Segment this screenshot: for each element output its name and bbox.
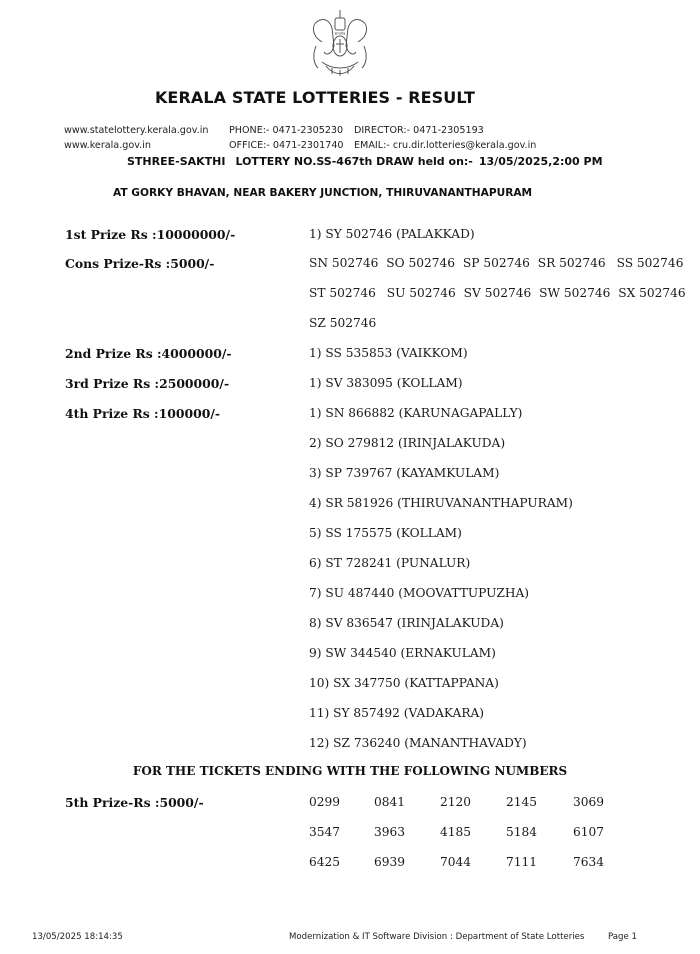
website-link-statelottery[interactable]: www.statelottery.kerala.gov.in: [64, 125, 209, 136]
cons-ticket: SN 502746: [309, 256, 379, 270]
fourth-prize-winner: 1) SN 866882 (KARUNAGAPALLY): [309, 406, 523, 420]
cons-prize-row: [309, 256, 687, 270]
cons-ticket: SR 502746: [537, 256, 606, 270]
cons-ticket: ST 502746: [309, 286, 376, 300]
svg-text:सत्यमेव: सत्यमेव: [334, 31, 346, 36]
fifth-prize-number: 2145: [506, 795, 538, 809]
fifth-prize-number: 7111: [506, 855, 538, 869]
fourth-prize-winner: 9) SW 344540 (ERNAKULAM): [309, 646, 496, 660]
cons-ticket: SV 502746: [463, 286, 532, 300]
draw-datetime: 13/05/2025,2:00 PM: [478, 155, 603, 168]
fourth-prize-winner: 5) SS 175575 (KOLLAM): [309, 526, 462, 540]
fourth-prize-winner: 3) SP 739767 (KAYAMKULAM): [309, 466, 500, 480]
third-prize-label: 3rd Prize Rs :2500000/-: [65, 376, 230, 391]
fourth-prize-winner: 2) SO 279812 (IRINJALAKUDA): [309, 436, 506, 450]
fourth-prize-label: 4th Prize Rs :100000/-: [65, 406, 221, 421]
fifth-prize-number: 3547: [309, 825, 341, 839]
fifth-prize-number: 7044: [440, 855, 472, 869]
fourth-prize-winner: 6) ST 728241 (PUNALUR): [309, 556, 471, 570]
cons-ticket: SZ 502746: [309, 316, 377, 330]
fifth-prize-number: 7634: [573, 855, 605, 869]
fifth-prize-number: 3069: [573, 795, 605, 809]
print-timestamp: 13/05/2025 18:14:35: [32, 932, 123, 942]
fifth-prize-number: 6939: [374, 855, 406, 869]
fifth-prize-number: 0299: [309, 795, 341, 809]
fourth-prize-winner: 7) SU 487440 (MOOVATTUPUZHA): [309, 586, 530, 600]
website-link-kerala[interactable]: www.kerala.gov.in: [64, 140, 151, 151]
fourth-prize-winner: 10) SX 347750 (KATTAPPANA): [309, 676, 499, 690]
draw-venue: AT GORKY BHAVAN, NEAR BAKERY JUNCTION, THIRUVANANTHAPURAM: [113, 187, 533, 199]
fifth-prize-number: 0841: [374, 795, 406, 809]
fourth-prize-winner: 12) SZ 736240 (MANANTHAVADY): [309, 736, 527, 750]
fifth-prize-number: 6107: [573, 825, 605, 839]
first-prize-label: 1st Prize Rs :10000000/-: [65, 227, 236, 242]
draw-info: [127, 155, 613, 168]
fourth-prize-winner: 11) SY 857492 (VADAKARA): [309, 706, 485, 720]
director-phone: DIRECTOR:- 0471-2305193: [354, 125, 484, 136]
cons-ticket: SW 502746: [539, 286, 611, 300]
second-prize-winner: 1) SS 535853 (VAIKKOM): [309, 346, 468, 360]
kerala-emblem-icon: [302, 6, 378, 78]
first-prize-winner: 1) SY 502746 (PALAKKAD): [309, 227, 475, 241]
second-prize-label: 2nd Prize Rs :4000000/-: [65, 346, 232, 361]
lottery-number: LOTTERY NO.SS-467th DRAW held on:-: [235, 155, 473, 168]
fourth-prize-winner: 8) SV 836547 (IRINJALAKUDA): [309, 616, 504, 630]
cons-ticket: SU 502746: [386, 286, 456, 300]
cons-ticket: SP 502746: [462, 256, 530, 270]
office-phone: OFFICE:- 0471-2301740: [229, 140, 344, 151]
page-title: KERALA STATE LOTTERIES - RESULT: [154, 88, 476, 107]
fifth-prize-label: 5th Prize-Rs :5000/-: [65, 795, 204, 810]
cons-ticket: SX 502746: [618, 286, 686, 300]
cons-prize-label: Cons Prize-Rs :5000/-: [65, 256, 215, 271]
lottery-name: STHREE-SAKTHI: [127, 155, 226, 168]
cons-ticket: SS 502746: [616, 256, 684, 270]
cons-prize-row: [309, 286, 690, 300]
footer-division: Modernization & IT Software Division : Department of State Lotteries: [289, 932, 585, 942]
third-prize-winner: 1) SV 383095 (KOLLAM): [309, 376, 463, 390]
email-address[interactable]: EMAIL:- cru.dir.lotteries@kerala.gov.in: [354, 140, 537, 151]
ending-numbers-heading: FOR THE TICKETS ENDING WITH THE FOLLOWING NUMBERS: [132, 764, 568, 778]
fifth-prize-number: 4185: [440, 825, 472, 839]
page-number: Page 1: [608, 932, 638, 942]
fifth-prize-number: 2120: [440, 795, 472, 809]
fifth-prize-number: 3963: [374, 825, 406, 839]
fourth-prize-winner: 4) SR 581926 (THIRUVANANTHAPURAM): [309, 496, 573, 510]
fifth-prize-number: 5184: [506, 825, 538, 839]
fifth-prize-number: 6425: [309, 855, 341, 869]
cons-ticket: SO 502746: [386, 256, 456, 270]
phone-number: PHONE:- 0471-2305230: [229, 125, 344, 136]
cons-prize-row: [309, 316, 380, 330]
